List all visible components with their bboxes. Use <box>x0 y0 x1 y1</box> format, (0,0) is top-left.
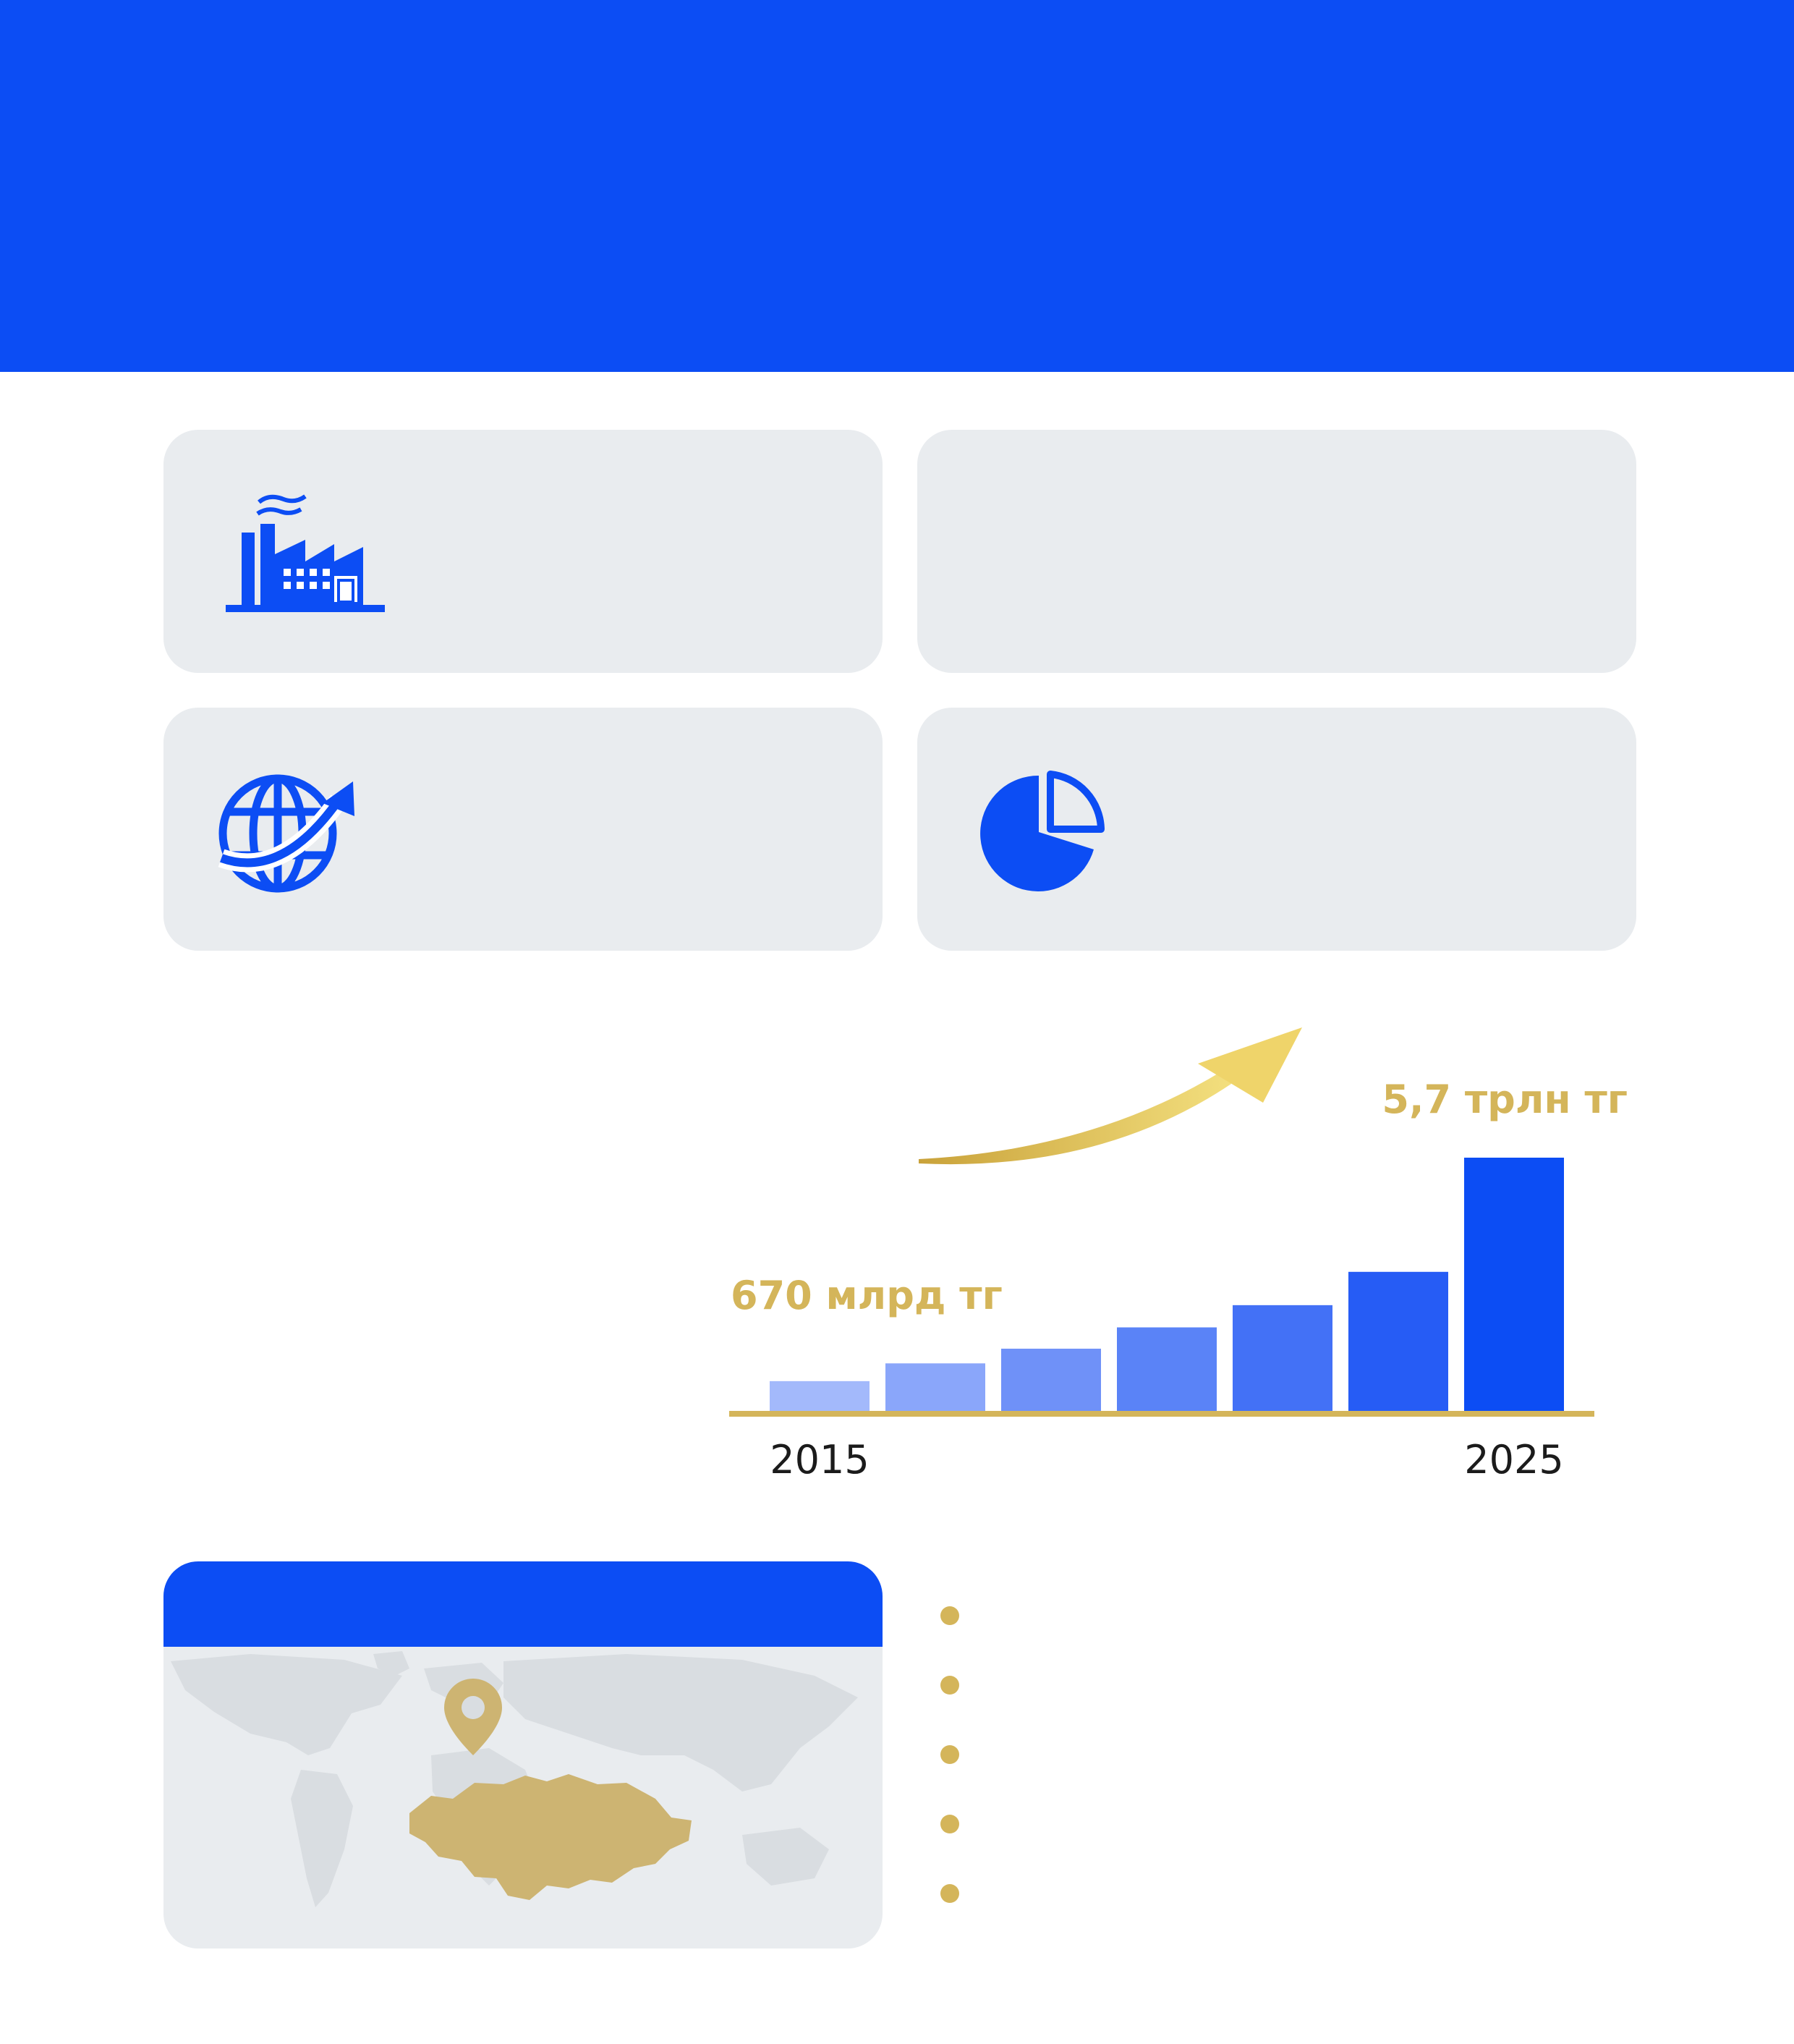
list-item <box>940 1858 984 1928</box>
bar <box>885 1363 985 1411</box>
x-axis-line <box>729 1411 1594 1417</box>
bullet <box>940 1745 959 1764</box>
bar <box>1464 1158 1564 1411</box>
list-item <box>940 1719 984 1789</box>
stat-card-imports <box>917 708 1636 951</box>
bar <box>770 1381 870 1411</box>
globe-arrow-icon <box>217 771 376 902</box>
stat-card-industry-share <box>163 708 883 951</box>
bar <box>1001 1349 1101 1411</box>
bullet <box>940 1676 959 1695</box>
x-tick-label: 2025 <box>1464 1437 1564 1483</box>
stat-card-subsectors <box>917 430 1636 673</box>
export-map-card <box>163 1561 883 1948</box>
pie-chart-icon <box>978 768 1137 899</box>
header-banner <box>0 0 1794 372</box>
list-item <box>940 1789 984 1858</box>
bar <box>1117 1328 1217 1411</box>
bar <box>1348 1272 1448 1411</box>
bullet <box>940 1884 959 1903</box>
factory-icon <box>226 489 385 619</box>
list-item <box>940 1580 984 1650</box>
x-tick-label: 2015 <box>770 1437 870 1483</box>
export-list <box>940 1580 984 1928</box>
bar <box>1233 1305 1332 1411</box>
bullet <box>940 1606 959 1625</box>
location-pin-icon <box>444 1679 502 1755</box>
production-bar-chart <box>716 1027 1657 1490</box>
list-item <box>940 1650 984 1719</box>
data-label-end: 5,7 трлн тг <box>1382 1077 1628 1122</box>
trend-arrow <box>919 1071 1231 1164</box>
bullet <box>940 1815 959 1833</box>
data-label-start: 670 млрд тг <box>731 1272 1003 1318</box>
gears-icon <box>977 493 1136 624</box>
world-map <box>163 1647 883 1948</box>
export-header <box>163 1561 883 1647</box>
stat-card-enterprises <box>163 430 883 673</box>
